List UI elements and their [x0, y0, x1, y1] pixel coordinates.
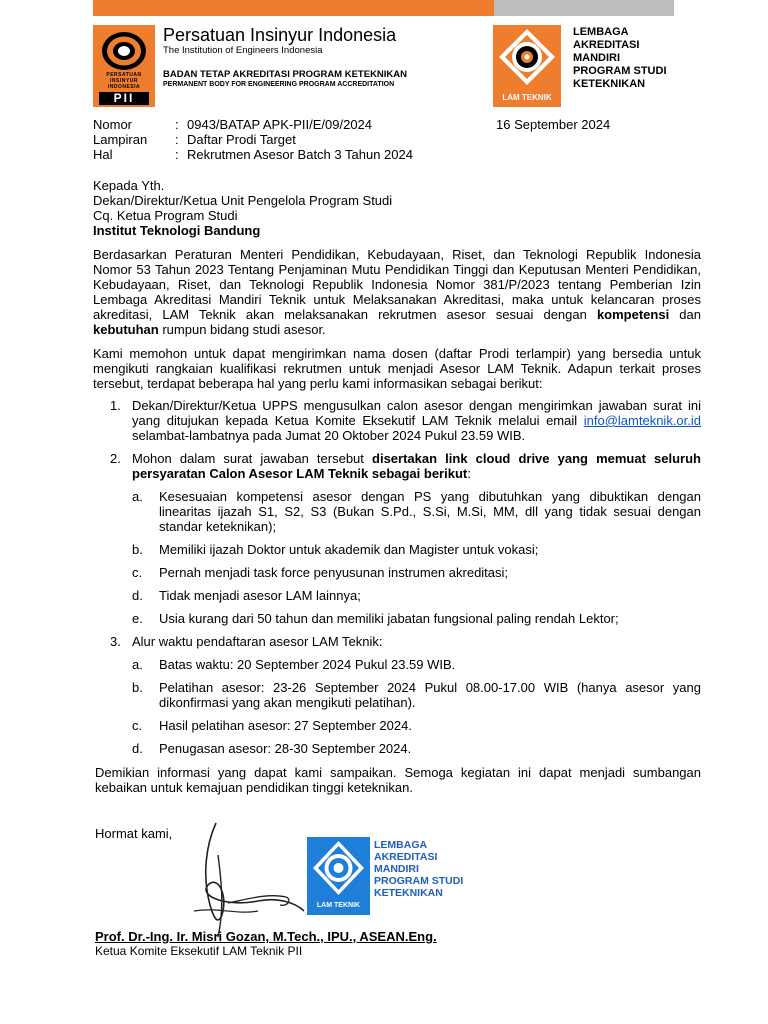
item-1-number: 1. — [110, 398, 121, 413]
paragraph-1-text: Berdasarkan Peraturan Menteri Pendidikan, Kebudayaan, Riset, dan Teknologi Republik Indonesia Nomor 53 Tahun 2023 Tentang Penjaminan Mutu Pendidikan Tinggi dan Keputusan Menteri Pendidikan, Kebudayaan, Riset, dan Teknologi Republik Indonesia Nomor 381/P/2023 tentang Pemberian Izin Lembaga Akreditasi Mandiri Teknik untuk Melaksanakan Akreditasi, maka untuk kelancaran proses akreditasi, LAM Teknik akan melaksanakan rekrutmen asesor sesuai dengan — [93, 247, 701, 322]
item-2e-text: Usia kurang dari 50 tahun dan memiliki jabatan fungsional paling rendah Lektor; — [159, 611, 619, 626]
item-2-tail: : — [467, 466, 471, 481]
letter-date: 16 September 2024 — [496, 117, 611, 132]
item-3a-letter: a. — [132, 657, 143, 672]
header-bar-orange — [93, 0, 494, 16]
item-2e-letter: e. — [132, 611, 143, 626]
body-name-en: PERMANENT BODY FOR ENGINEERING PROGRAM ACCREDITATION — [163, 81, 395, 88]
lam-stamp-emblem-icon — [307, 837, 370, 903]
nomor-label: Nomor — [93, 117, 133, 132]
nomor-value: 0943/BATAP APK-PII/E/09/2024 — [187, 117, 373, 132]
item-2c-letter: c. — [132, 565, 143, 580]
pii-logo-text-1: PERSATUAN — [106, 72, 142, 78]
closing-paragraph: Demikian informasi yang dapat kami sampaikan. Semoga kegiatan ini dapat menjadi sumbangan kebaikan untuk kemajuan pendidikan tinggi keteknikan. — [95, 765, 701, 795]
paragraph-1-mid: dan — [669, 307, 701, 322]
signatory-name: Prof. Dr.-Ing. Ir. Misri Gozan, M.Tech., IPU., ASEAN.Eng. — [95, 929, 437, 944]
lam-stamp-name — [374, 839, 463, 899]
item-3c-letter: c. — [132, 718, 143, 733]
body-name: BADAN TETAP AKREDITASI PROGRAM KETEKNIKAN — [163, 69, 408, 80]
item-2d-text: Tidak menjadi asesor LAM lainnya; — [159, 588, 361, 603]
lam-logo — [493, 25, 561, 107]
item-2b-letter: b. — [132, 542, 143, 557]
hal-label: Hal — [93, 147, 113, 162]
recipient-line3: Cq. Ketua Program Studi — [93, 208, 238, 223]
item-3a-text: Batas waktu: 20 September 2024 Pukul 23.59 WIB. — [159, 657, 456, 672]
lam-stamp-line: AKREDITASI — [374, 851, 438, 863]
item-3-text: Alur waktu pendaftaran asesor LAM Teknik: — [132, 634, 383, 649]
recipient-line1: Kepada Yth. — [93, 178, 165, 193]
item-2d-letter: d. — [132, 588, 143, 603]
item-2a-letter: a. — [132, 489, 143, 504]
item-1-tail: selambat-lambatnya pada Jumat 20 Oktober 2024 Pukul 23.59 WIB. — [132, 428, 526, 443]
nomor-colon: : — [175, 117, 179, 132]
kompetensi-bold: kompetensi — [596, 307, 670, 322]
lam-name-line: LEMBAGA — [573, 26, 629, 38]
lam-stamp-tag: LAM TEKNIK — [316, 902, 361, 909]
lampiran-value: Daftar Prodi Target — [187, 132, 296, 147]
recipient-institution: Institut Teknologi Bandung — [93, 223, 261, 238]
org-name: Persatuan Insinyur Indonesia — [163, 25, 397, 45]
signatory-title: Ketua Komite Eksekutif LAM Teknik PII — [95, 944, 303, 958]
signature-scribble-icon — [188, 815, 308, 940]
lam-stamp-line: KETEKNIKAN — [374, 887, 443, 899]
lam-name — [573, 26, 667, 91]
item-2-bold: disertakan link cloud drive yang memuat seluruh persyaratan Calon Asesor LAM Teknik sebagai berikut — [132, 451, 701, 481]
pii-logo-text-2: INSINYUR — [110, 78, 138, 84]
kebutuhan-bold: kebutuhan — [93, 322, 159, 337]
hal-value: Rekrutmen Asesor Batch 3 Tahun 2024 — [187, 147, 413, 162]
paragraph-2: Kami memohon untuk dapat mengirimkan nama dosen (daftar Prodi terlampir) yang bersedia untuk mengikuti rangkaian kualifikasi rekrutmen untuk menjadi Asesor LAM Teknik. Adapun terkait proses tersebut, terdapat beberapa hal yang perlu kami informasikan sebagai berikut: — [93, 346, 701, 391]
lam-logo-tag: LAM TEKNIK — [502, 93, 552, 102]
lam-stamp — [307, 837, 370, 915]
item-1 — [132, 398, 701, 443]
lam-name-line: AKREDITASI — [573, 39, 640, 51]
item-3b-text: Pelatihan asesor: 23-26 September 2024 Pukul 08.00-17.00 WIB (hanya asesor yang dikonfirmasi yang akan mengikuti pelatihan). — [159, 680, 701, 710]
item-3-number: 3. — [110, 634, 121, 649]
paragraph-1 — [93, 247, 701, 337]
pii-logo — [93, 25, 155, 107]
lam-stamp-line: PROGRAM STUDI — [374, 875, 464, 887]
item-2 — [132, 451, 701, 481]
item-3d-letter: d. — [132, 741, 143, 756]
lam-stamp-line: MANDIRI — [374, 863, 419, 875]
item-2-number: 2. — [110, 451, 121, 466]
lam-emblem-icon — [493, 25, 561, 95]
pii-emblem-icon — [100, 30, 148, 72]
hal-colon: : — [175, 147, 179, 162]
pii-logo-text-3: INDONESIA — [107, 84, 141, 90]
greeting: Hormat kami, — [95, 826, 173, 841]
item-3d-text: Penugasan asesor: 28-30 September 2024. — [159, 741, 412, 756]
item-2c-text: Pernah menjadi task force penyusunan instrumen akreditasi; — [159, 565, 509, 580]
item-2a-text: Kesesuaian kompetensi asesor dengan PS yang dibutuhkan yang dibuktikan dengan linearitas ijazah S1, S2, S3 (Bukan S.Pd., S.Si, M.Si, MM, dll yang tidak sesuai dengan standar keteknikan); — [159, 489, 701, 534]
item-2-text: Mohon dalam surat jawaban tersebut — [132, 451, 373, 466]
lam-name-line: KETEKNIKAN — [573, 78, 646, 90]
lampiran-label: Lampiran — [93, 132, 148, 147]
lam-name-line: MANDIRI — [573, 52, 621, 64]
item-3b-letter: b. — [132, 680, 143, 695]
item-3c-text: Hasil pelatihan asesor: 27 September 2024. — [159, 718, 412, 733]
header-bar-gray — [494, 0, 674, 16]
org-name-en: The Institution of Engineers Indonesia — [163, 45, 323, 56]
paragraph-1-tail: rumpun bidang studi asesor. — [158, 322, 326, 337]
item-2b-text: Memiliki ijazah Doktor untuk akademik dan Magister untuk vokasi; — [159, 542, 539, 557]
lampiran-colon: : — [175, 132, 179, 147]
item-1-text: Dekan/Direktur/Ketua UPPS mengusulkan calon asesor dengan mengirimkan jawaban surat ini yang ditujukan kepada Ketua Komite Eksekutif LAM Teknik melalui email — [132, 398, 701, 428]
pii-badge: PII — [99, 92, 149, 105]
recipient-line2: Dekan/Direktur/Ketua Unit Pengelola Program Studi — [93, 193, 393, 208]
lam-stamp-line: LEMBAGA — [374, 839, 428, 851]
email-link[interactable]: info@lamteknik.or.id — [583, 413, 701, 428]
lam-name-line: PROGRAM STUDI — [573, 65, 667, 77]
